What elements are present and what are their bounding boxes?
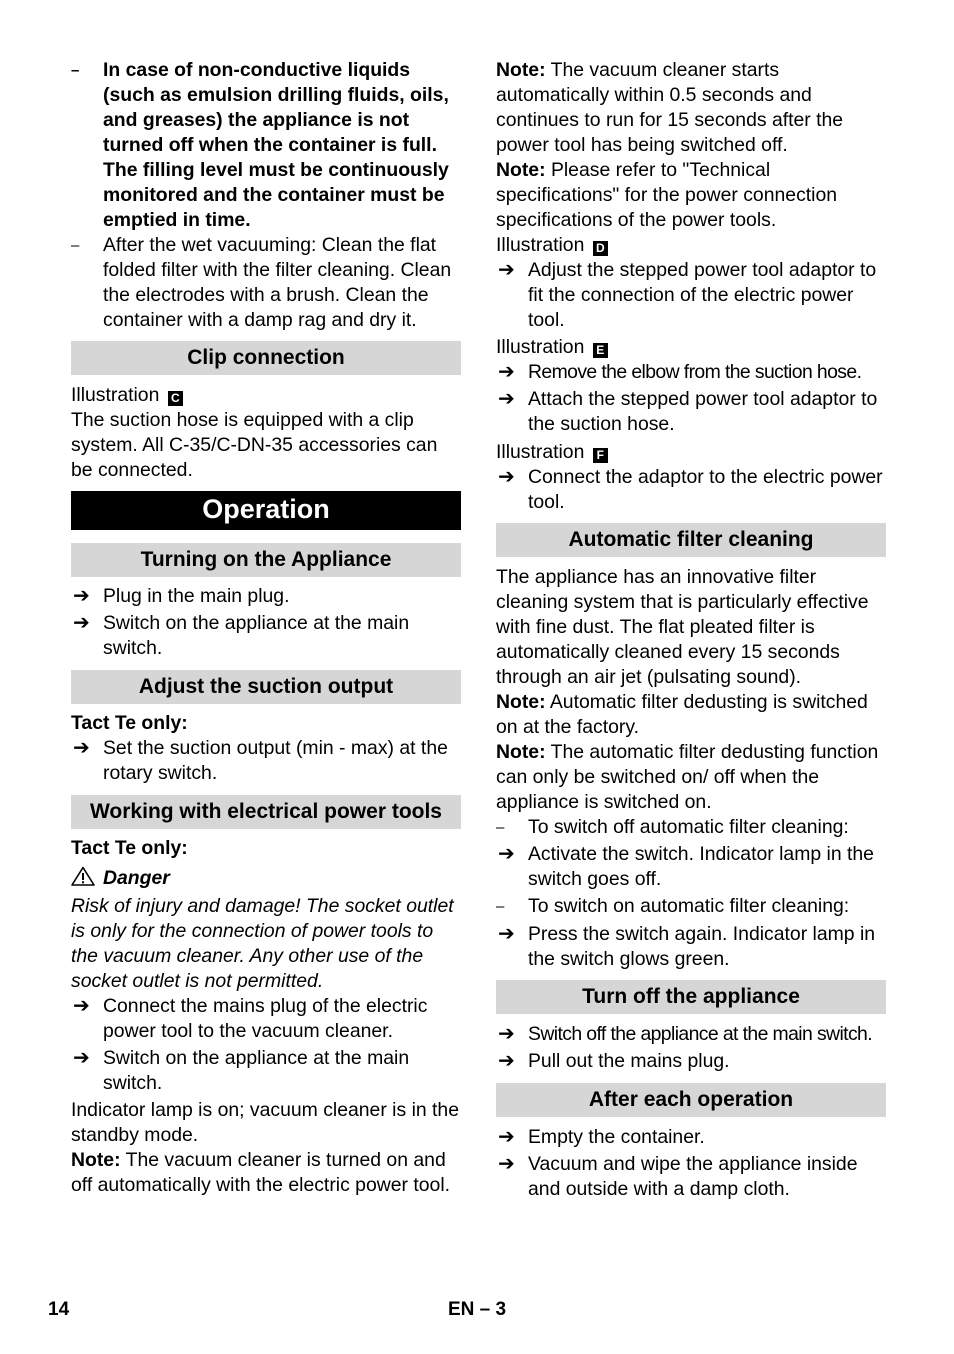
auto-filter-heading: Automatic filter cleaning bbox=[496, 523, 886, 557]
turn-off-steps bbox=[496, 1022, 886, 1074]
operation-heading: Operation bbox=[71, 491, 461, 530]
dash-marker: – bbox=[71, 62, 80, 79]
note-text: The vacuum cleaner is turned on and off automatically with the electric power tool. bbox=[71, 1149, 451, 1196]
indicator-text: Indicator lamp is on; vacuum cleaner is in the standby mode. bbox=[71, 1099, 460, 1146]
note-label: Note: bbox=[71, 1149, 121, 1171]
list-item bbox=[71, 233, 461, 333]
step-item bbox=[71, 1046, 461, 1096]
illustration-f-ref bbox=[496, 440, 886, 465]
arrow-right-icon: ➔ bbox=[73, 585, 90, 607]
step-item bbox=[496, 1152, 886, 1202]
note-paragraph bbox=[71, 1148, 461, 1198]
step-text: Empty the container. bbox=[528, 1126, 705, 1148]
list-text: To switch off automatic filter cleaning: bbox=[528, 816, 849, 838]
step-text: Switch on the appliance at the main switch. bbox=[103, 1047, 410, 1094]
clip-connection-heading: Clip connection bbox=[71, 341, 461, 375]
arrow-right-icon: ➔ bbox=[73, 995, 90, 1017]
danger-text: Risk of injury and damage! The socket outlet is only for the connection of power tools to the vacuum cleaner. Any other use of the socket outlet is not permitted. bbox=[71, 895, 454, 992]
note-text: Please refer to "Technical specifications" for the power connection specifications of the power tools. bbox=[496, 159, 838, 231]
step-text: Connect the adaptor to the electric power tool. bbox=[528, 466, 883, 513]
step-text: Plug in the main plug. bbox=[103, 585, 290, 607]
arrow-right-icon: ➔ bbox=[73, 612, 90, 634]
step-item bbox=[71, 736, 461, 786]
suction-output-heading: Adjust the suction output bbox=[71, 670, 461, 704]
step-item bbox=[496, 1049, 886, 1074]
list-item bbox=[71, 58, 461, 233]
note-label: Note: bbox=[496, 159, 546, 181]
illustration-key-d: D bbox=[593, 241, 608, 256]
auto-filter-intro: The appliance has an innovative filter cleaning system that is particularly effective with fine dust. The flat pleated filter is automatically cleaned every 15 seconds through an air jet (pulsating sound). bbox=[496, 566, 869, 688]
dash-marker: – bbox=[496, 819, 505, 836]
illustration-e-ref bbox=[496, 335, 886, 360]
arrow-right-icon: ➔ bbox=[73, 1047, 90, 1069]
illustration-key-f: F bbox=[593, 448, 608, 463]
step-item bbox=[496, 922, 886, 972]
turning-on-steps bbox=[71, 584, 461, 661]
page-section-label: EN – 3 bbox=[448, 1299, 507, 1320]
arrow-right-icon: ➔ bbox=[498, 843, 515, 865]
step-text: Set the suction output (min - max) at the rotary switch. bbox=[103, 737, 448, 784]
arrow-right-icon: ➔ bbox=[498, 361, 515, 383]
note-text: The automatic filter dedusting function can only be switched on/ off when the appliance is switched on. bbox=[496, 741, 879, 813]
illustration-label: Illustration bbox=[496, 234, 585, 256]
step-item bbox=[71, 584, 461, 609]
left-column bbox=[71, 58, 461, 1198]
after-operation-steps bbox=[496, 1125, 886, 1202]
clip-text: The suction hose is equipped with a clip system. All C-35/C-DN-35 accessories can be connected. bbox=[71, 409, 438, 481]
step-text: Activate the switch. Indicator lamp in the switch goes off. bbox=[528, 843, 874, 890]
arrow-right-icon: ➔ bbox=[498, 1126, 515, 1148]
list-item bbox=[496, 894, 886, 919]
note-label: Note: bbox=[496, 691, 546, 713]
illustration-c-ref bbox=[71, 383, 461, 408]
turning-on-heading: Turning on the Appliance bbox=[71, 543, 461, 577]
step-text: Adjust the stepped power tool adaptor to fit the connection of the electric power tool. bbox=[528, 259, 877, 331]
danger-title bbox=[71, 866, 461, 891]
step-text: Vacuum and wipe the appliance inside and outside with a damp cloth. bbox=[528, 1153, 858, 1200]
step-item bbox=[71, 611, 461, 661]
illustration-key-c: C bbox=[168, 391, 183, 406]
page-number: 14 bbox=[48, 1299, 70, 1320]
dash-marker: – bbox=[496, 898, 505, 915]
step-item bbox=[496, 1125, 886, 1150]
dash-marker: – bbox=[71, 237, 80, 254]
step-item bbox=[71, 994, 461, 1044]
arrow-right-icon: ➔ bbox=[498, 466, 515, 488]
step-text: Remove the elbow from the suction hose. bbox=[528, 361, 862, 383]
step-item bbox=[496, 258, 886, 333]
illustration-label: Illustration bbox=[496, 441, 585, 463]
danger-label: Danger bbox=[103, 867, 170, 889]
tact-te-label: Tact Te only: bbox=[71, 837, 188, 859]
note-paragraph bbox=[496, 158, 886, 233]
list-item bbox=[496, 815, 886, 840]
note-paragraph bbox=[496, 690, 886, 740]
step-text: Switch on the appliance at the main switch. bbox=[103, 612, 410, 659]
warning-triangle-icon bbox=[71, 866, 95, 886]
arrow-right-icon: ➔ bbox=[73, 737, 90, 759]
power-tools-heading: Working with electrical power tools bbox=[71, 795, 461, 829]
illustration-key-e: E bbox=[593, 343, 608, 358]
note-text: The vacuum cleaner starts automatically within 0.5 seconds and continues to run for 15 seconds after the power tool has being switched off. bbox=[496, 59, 844, 156]
step-item bbox=[496, 387, 886, 437]
step-text: Switch off the appliance at the main switch. bbox=[528, 1023, 873, 1045]
wet-vacuuming-text: After the wet vacuuming: Clean the flat folded filter with the filter cleaning. Clean the electrodes with a brush. Clean the container with a damp rag and dry it. bbox=[103, 234, 452, 331]
turn-off-heading: Turn off the appliance bbox=[496, 980, 886, 1014]
note-label: Note: bbox=[496, 741, 546, 763]
note-label: Note: bbox=[496, 59, 546, 81]
note-paragraph bbox=[496, 58, 886, 158]
step-text: Connect the mains plug of the electric power tool to the vacuum cleaner. bbox=[103, 995, 428, 1042]
illustration-label: Illustration bbox=[496, 336, 585, 358]
step-item bbox=[496, 360, 886, 385]
step-item bbox=[496, 465, 886, 515]
arrow-right-icon: ➔ bbox=[498, 388, 515, 410]
arrow-right-icon: ➔ bbox=[498, 923, 515, 945]
step-text: Attach the stepped power tool adaptor to the suction hose. bbox=[528, 388, 878, 435]
after-operation-heading: After each operation bbox=[496, 1083, 886, 1117]
arrow-right-icon: ➔ bbox=[498, 259, 515, 281]
step-text: Press the switch again. Indicator lamp in the switch glows green. bbox=[528, 923, 876, 970]
step-item bbox=[496, 1022, 886, 1047]
warning-text: In case of non-conductive liquids (such as emulsion drilling fluids, oils, and greases) the appliance is not turned off when the container is full. The filling level must be continuously monitored and the container must be emptied in time. bbox=[103, 59, 449, 231]
illustration-d-ref bbox=[496, 233, 886, 258]
arrow-right-icon: ➔ bbox=[498, 1050, 515, 1072]
tact-te-label: Tact Te only: bbox=[71, 712, 188, 734]
right-column bbox=[496, 58, 886, 1202]
note-text: Automatic filter dedusting is switched on at the factory. bbox=[496, 691, 868, 738]
arrow-right-icon: ➔ bbox=[498, 1153, 515, 1175]
step-text: Pull out the mains plug. bbox=[528, 1050, 730, 1072]
list-text: To switch on automatic filter cleaning: bbox=[528, 895, 850, 917]
arrow-right-icon: ➔ bbox=[498, 1023, 515, 1045]
note-paragraph bbox=[496, 740, 886, 815]
step-item bbox=[496, 842, 886, 892]
illustration-label: Illustration bbox=[71, 384, 160, 406]
